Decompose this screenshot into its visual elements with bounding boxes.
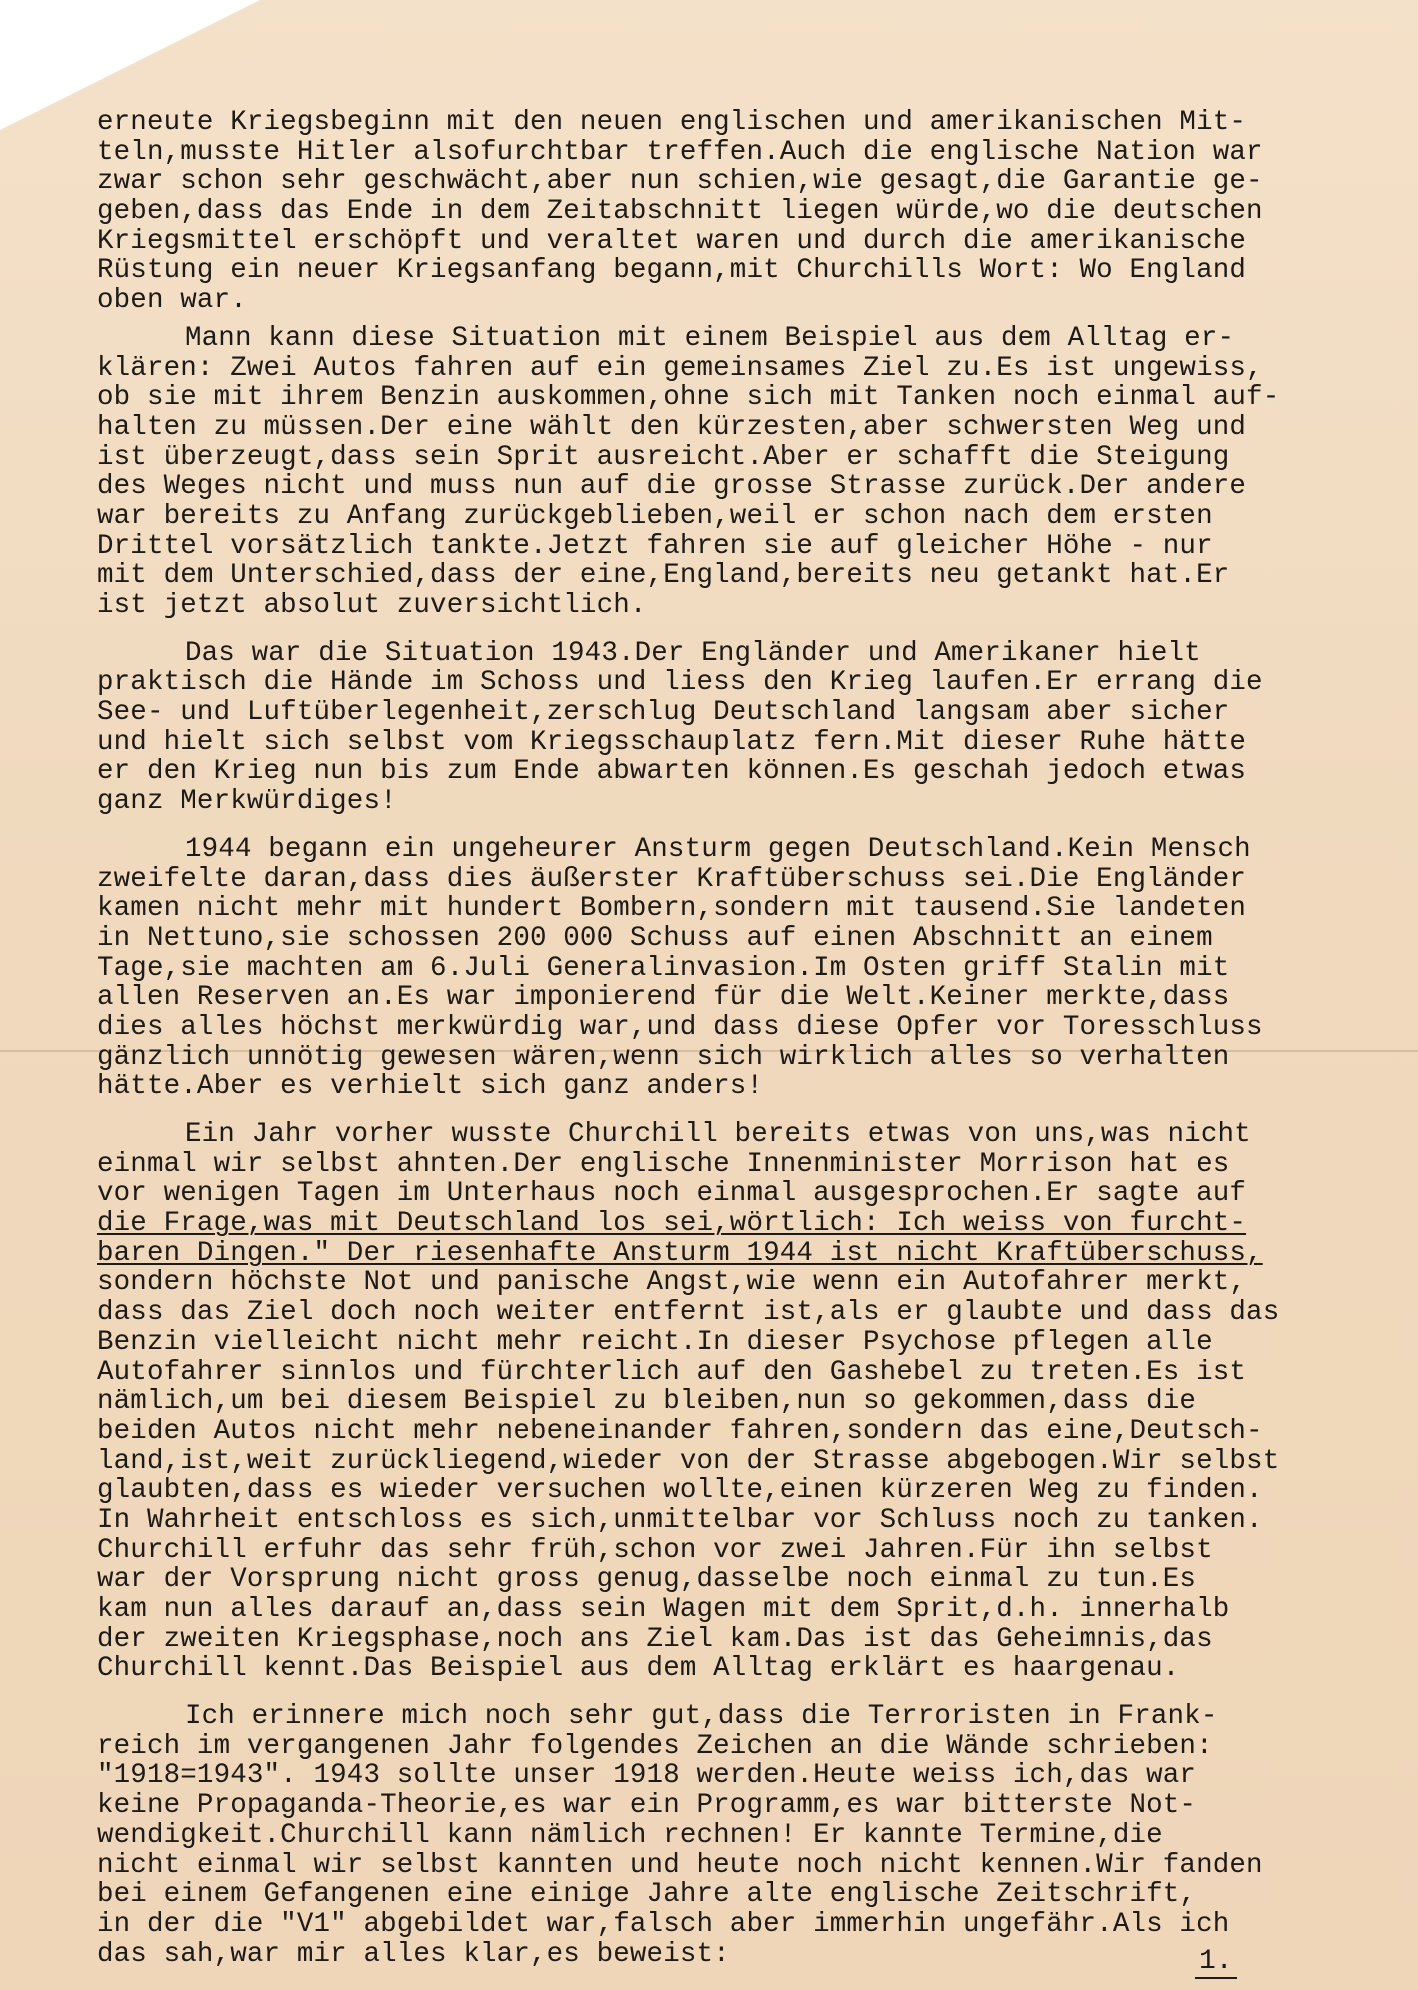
text-line: Ein Jahr vorher wusste Churchill bereits etwas von uns,was nicht — [185, 1119, 1251, 1150]
text-line: in der die "V1" abgebildet war,falsch aber immerhin ungefähr.Als ich — [97, 1908, 1230, 1940]
text-line: geben,dass das Ende in dem Zeitabschnitt liegen würde,wo die deutschen — [97, 196, 1263, 228]
paragraph — [97, 1120, 1397, 1684]
text-line: halten zu müssen.Der eine wählt den kürzesten,aber schwersten Weg und — [97, 411, 1247, 443]
text-line: dass das Ziel doch noch weiter entfernt ist,als er glaubte und dass das — [97, 1297, 1280, 1329]
text-line: Kriegsmittel erschöpft und veraltet waren und durch die amerikanische — [97, 225, 1247, 257]
text-line: war bereits zu Anfang zurückgeblieben,weil er schon nach dem ersten — [97, 500, 1213, 532]
text-line: kam nun alles darauf an,dass sein Wagen mit dem Sprit,d.h. innerhalb — [97, 1594, 1230, 1625]
text-line: des Weges nicht und muss nun auf die grosse Strasse zurück.Der andere — [97, 471, 1247, 503]
text-line: nämlich,um bei diesem Beispiel zu bleiben,nun so gekommen,dass die — [97, 1386, 1197, 1418]
text-line: kamen nicht mehr mit hundert Bombern,sondern mit tausend.Sie landeten — [97, 893, 1247, 925]
text-line: Benzin vielleicht nicht mehr reicht.In dieser Psychose pflegen alle — [97, 1326, 1213, 1358]
text-line: der zweiten Kriegsphase,noch ans Ziel kam.Das ist das Geheimnis,das — [97, 1623, 1213, 1655]
text-line: nicht einmal wir selbst kannten und heute noch nicht kennen.Wir fanden — [97, 1849, 1263, 1881]
text-line: "1918=1943". 1943 sollte unser 1918 werden.Heute weiss ich,das war — [97, 1760, 1197, 1792]
text-line: See- und Luftüberlegenheit,zerschlug Deutschland langsam aber sicher — [97, 697, 1230, 729]
paragraph — [97, 639, 1397, 817]
text-line: reich im vergangenen Jahr folgendes Zeichen an die Wände schrieben: — [97, 1730, 1213, 1762]
text-line: zweifelte daran,dass dies äußerster Kraftüberschuss sei.Die Engländer — [97, 863, 1247, 895]
text-line: Churchill erfuhr das sehr früh,schon vor zwei Jahren.Für ihn selbst — [97, 1534, 1213, 1566]
text-line: oben war. — [97, 285, 247, 317]
text-line: er den Krieg nun bis zum Ende abwarten können.Es geschah jedoch etwas — [97, 756, 1247, 788]
text-line: hätte.Aber es verhielt sich ganz anders! — [97, 1071, 764, 1103]
text-line: glaubten,dass es wieder versuchen wollte,einen kürzeren Weg zu finden. — [97, 1475, 1263, 1507]
text-line: und hielt sich selbst vom Kriegsschauplatz fern.Mit dieser Ruhe hätte — [97, 726, 1247, 758]
text-line: sondern höchste Not und panische Angst,wie wenn ein Autofahrer merkt, — [97, 1267, 1247, 1299]
paragraph — [97, 835, 1397, 1102]
text-line: ganz Merkwürdiges! — [97, 786, 397, 818]
text-line: war der Vorsprung nicht gross genug,dasselbe noch einmal zu tun.Es — [97, 1564, 1197, 1596]
text-line: land,ist,weit zurückliegend,wieder von der Strasse abgebogen.Wir selbst — [97, 1445, 1280, 1477]
text-line: Das war die Situation 1943.Der Engländer und Amerikaner hielt — [185, 637, 1201, 669]
text-line: Ich erinnere mich noch sehr gut,dass die Terroristen in Frank- — [185, 1701, 1218, 1733]
text-line: in Nettuno,sie schossen 200 000 Schuss auf einen Abschnitt an einem — [97, 922, 1213, 954]
text-line: Drittel vorsätzlich tankte.Jetzt fahren sie auf gleicher Höhe - nur — [97, 530, 1213, 562]
text-line: Rüstung ein neuer Kriegsanfang begann,mit Churchills Wort: Wo England — [97, 255, 1247, 287]
text-line: Churchill kennt.Das Beispiel aus dem Alltag erklärt es haargenau. — [97, 1653, 1180, 1685]
text-line: allen Reserven an.Es war imponierend für die Welt.Keiner merkte,dass — [97, 982, 1230, 1014]
text-line: 1944 begann ein ungeheurer Ansturm gegen Deutschland.Kein Mensch — [185, 833, 1251, 865]
page-number: 1. — [1195, 1946, 1237, 1979]
text-line: beiden Autos nicht mehr nebeneinander fahren,sondern das eine,Deutsch- — [97, 1415, 1263, 1447]
text-line: zwar schon sehr geschwächt,aber nun schien,wie gesagt,die Garantie ge- — [97, 166, 1263, 198]
text-line: baren Dingen." Der riesenhafte Ansturm 1944 ist nicht Kraftüberschuss, — [97, 1237, 1263, 1269]
text-line: bei einem Gefangenen eine einige Jahre alte englische Zeitschrift, — [97, 1879, 1197, 1911]
text-line: gänzlich unnötig gewesen wären,wenn sich wirklich alles so verhalten — [97, 1041, 1230, 1073]
text-line: das sah,war mir alles klar,es beweist: — [97, 1938, 730, 1970]
paragraph — [97, 108, 1397, 316]
text-line: In Wahrheit entschloss es sich,unmittelbar vor Schluss noch zu tanken. — [97, 1504, 1263, 1536]
text-line: ob sie mit ihrem Benzin auskommen,ohne sich mit Tanken noch einmal auf- — [97, 382, 1280, 414]
paragraph — [97, 1702, 1397, 1969]
text-line: Tage,sie machten am 6.Juli Generalinvasion.Im Osten griff Stalin mit — [97, 952, 1230, 984]
text-line: mit dem Unterschied,dass der eine,England,bereits neu getankt hat.Er — [97, 560, 1230, 592]
text-line: Mann kann diese Situation mit einem Beispiel aus dem Alltag er- — [185, 322, 1235, 354]
text-line: teln,musste Hitler alsofurchtbar treffen.Auch die englische Nation war — [97, 136, 1263, 168]
text-line: dies alles höchst merkwürdig war,und dass diese Opfer vor Toresschluss — [97, 1011, 1263, 1043]
text-line: klären: Zwei Autos fahren auf ein gemeinsames Ziel zu.Es ist ungewiss, — [97, 352, 1263, 384]
text-line: wendigkeit.Churchill kann nämlich rechnen! Er kannte Termine,die — [97, 1819, 1163, 1851]
text-line: einmal wir selbst ahnten.Der englische Innenminister Morrison hat es — [97, 1148, 1230, 1180]
text-line: Autofahrer sinnlos und fürchterlich auf den Gashebel zu treten.Es ist — [97, 1356, 1247, 1388]
text-line: die Frage,was mit Deutschland los sei,wörtlich: Ich weiss von furcht- — [97, 1208, 1247, 1240]
text-line: vor wenigen Tagen im Unterhaus noch einmal ausgesprochen.Er sagte auf — [97, 1178, 1247, 1210]
text-line: keine Propaganda-Theorie,es war ein Programm,es war bitterste Not- — [97, 1790, 1197, 1822]
text-line: ist jetzt absolut zuversichtlich. — [97, 590, 647, 621]
text-line: ist überzeugt,dass sein Sprit ausreicht.Aber er schafft die Steigung — [97, 441, 1230, 473]
typewritten-text — [97, 108, 1397, 1987]
text-line: praktisch die Hände im Schoss und liess den Krieg laufen.Er errang die — [97, 667, 1263, 699]
paragraph — [97, 324, 1397, 621]
text-line: erneute Kriegsbeginn mit den neuen englischen und amerikanischen Mit- — [97, 107, 1247, 138]
